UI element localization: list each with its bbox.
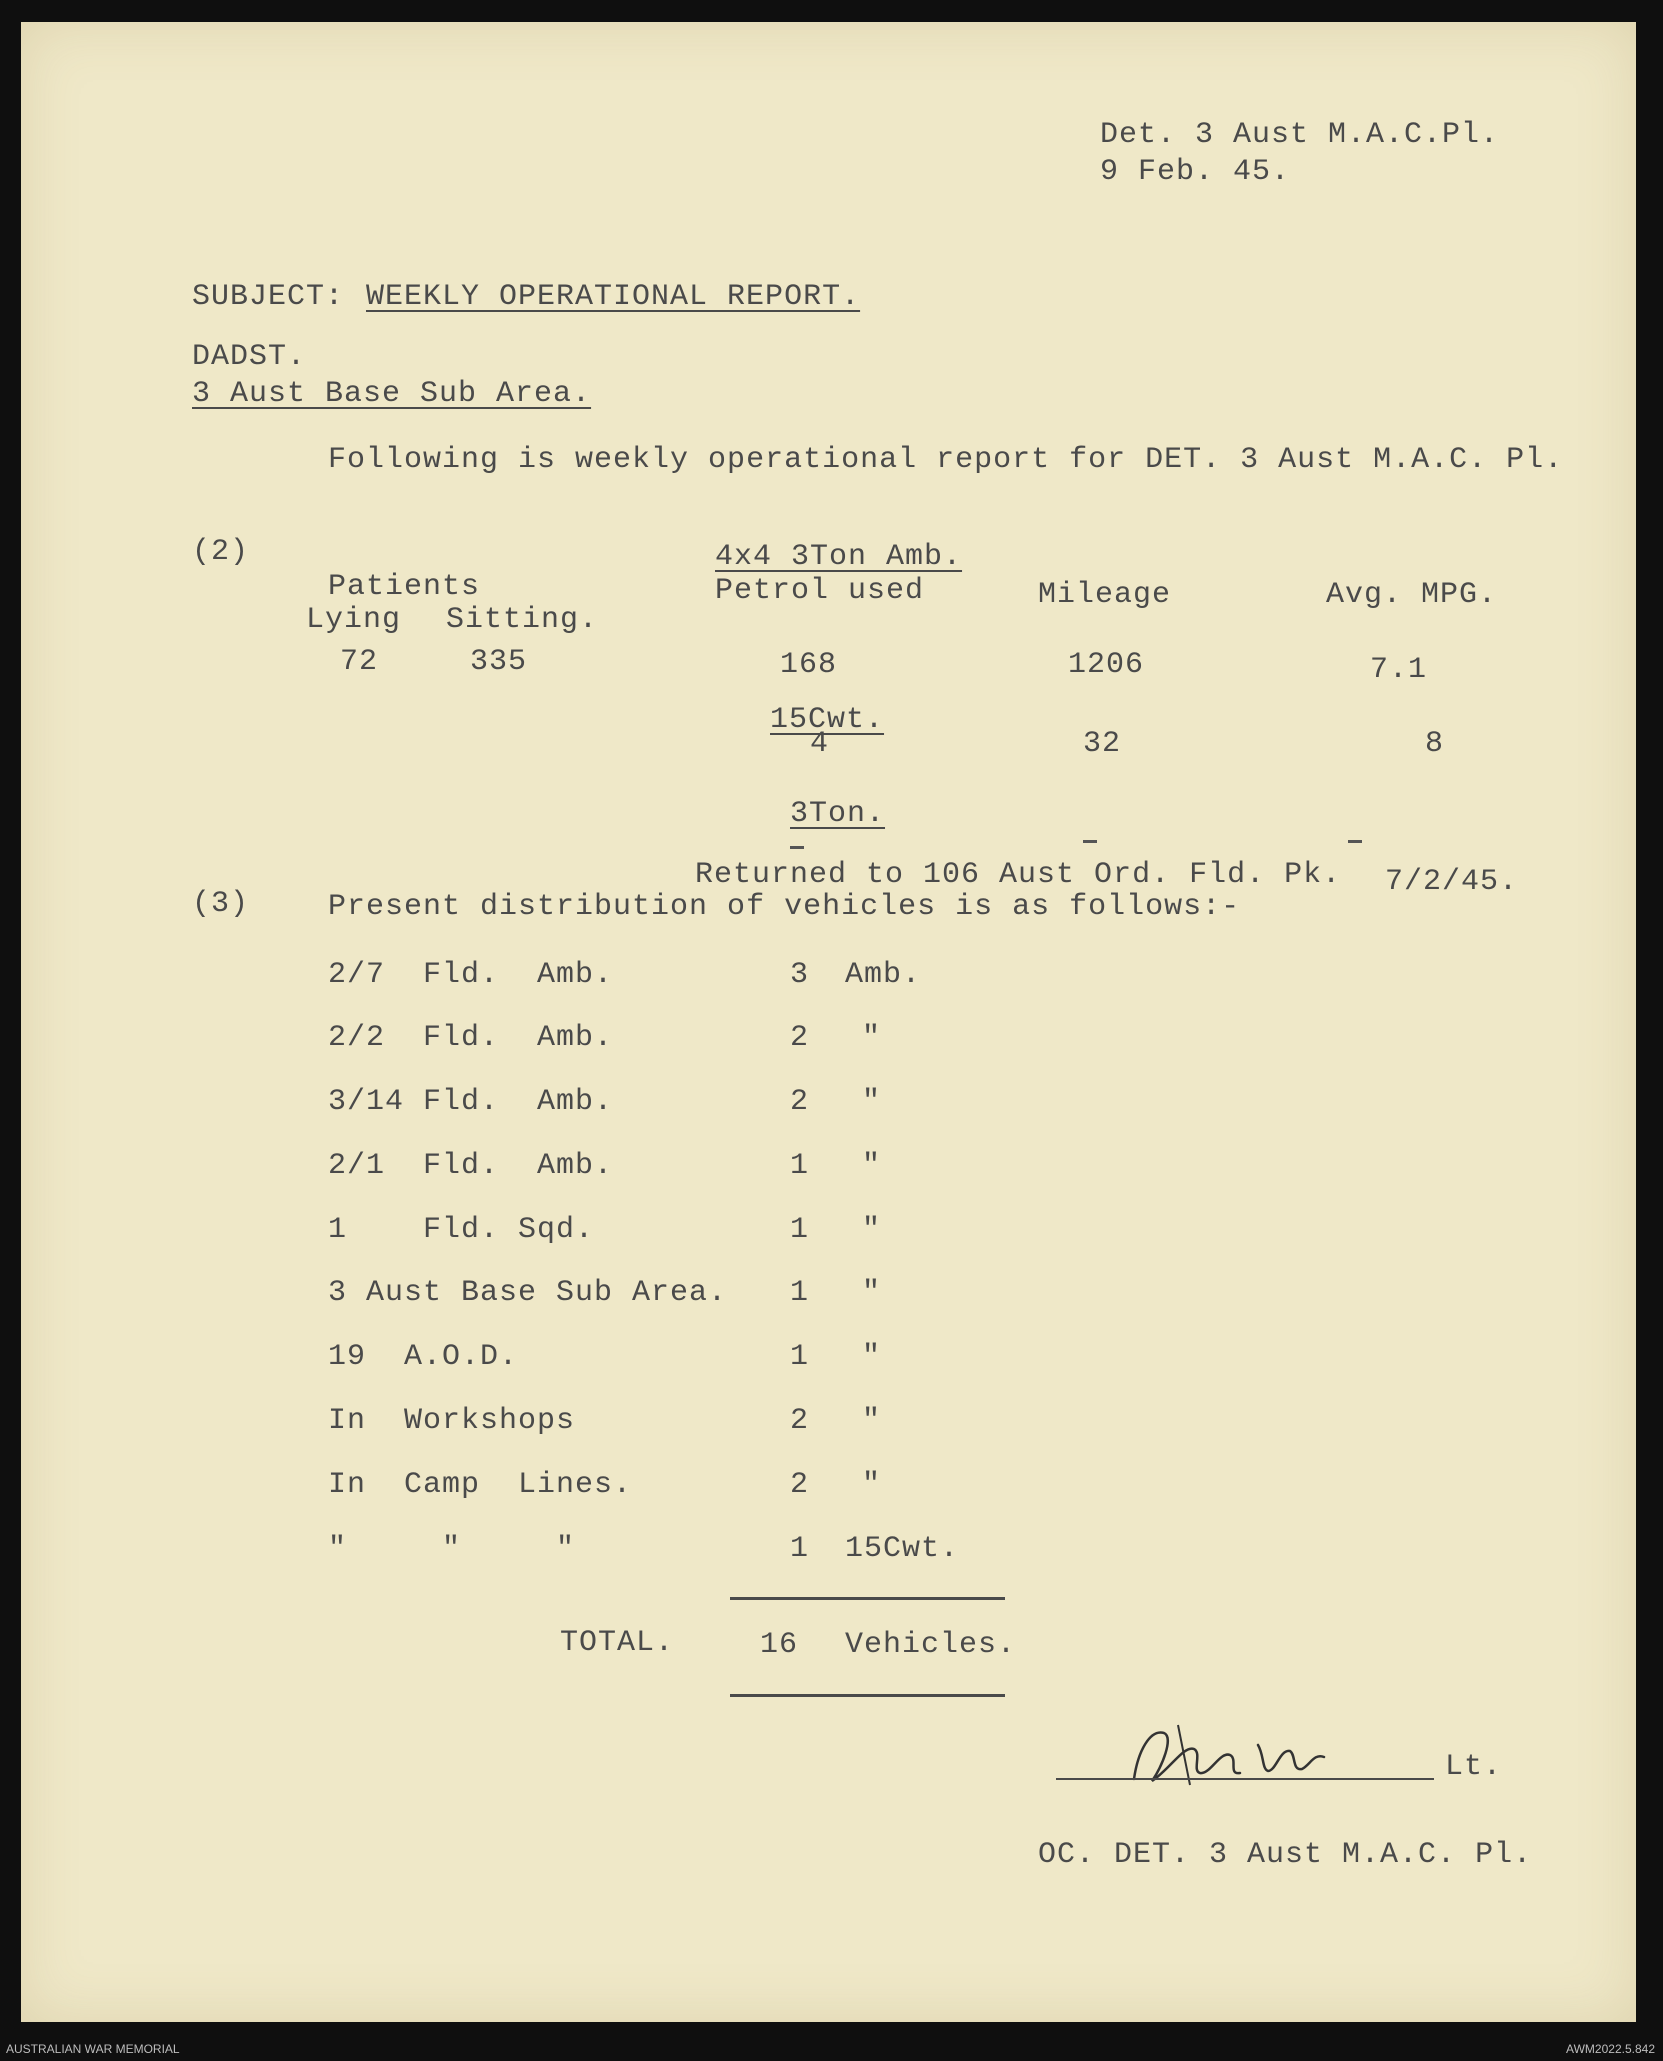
vehicle-type: " <box>862 1213 882 1247</box>
mileage-value: 1206 <box>1068 648 1145 682</box>
vehicle-count: 1 <box>790 1532 810 1566</box>
mpg-value: 7.1 <box>1370 653 1428 687</box>
unit-name: In Workshops <box>328 1404 576 1438</box>
returned-date: 7/2/45. <box>1385 865 1519 899</box>
section-3-intro: Present distribution of vehicles is as follows:- <box>328 890 1241 924</box>
vehicle-type: " <box>862 1276 882 1310</box>
total-label: TOTAL. <box>560 1626 675 1660</box>
total-rule-bottom <box>730 1694 1005 1697</box>
vehicle-type: " <box>862 1468 882 1502</box>
vehicle-type: " <box>862 1149 882 1183</box>
handwritten-signature <box>1118 1715 1358 1805</box>
addressee-line-1: DADST. <box>192 340 307 374</box>
mpg-header: Avg. MPG. <box>1326 578 1498 612</box>
nil-dash-mileage <box>1083 840 1097 843</box>
cwt-heading: 15Cwt. <box>770 703 885 737</box>
section-2-number: (2) <box>192 535 250 569</box>
total-rule-top <box>730 1597 1005 1600</box>
cwt-mpg-value: 8 <box>1425 727 1445 761</box>
footer-credit: AUSTRALIAN WAR MEMORIAL <box>6 2042 180 2056</box>
vehicle-type: " <box>862 1404 882 1438</box>
unit-name: 3 Aust Base Sub Area. <box>328 1276 728 1310</box>
vehicle-type: 15Cwt. <box>845 1532 960 1566</box>
document-page <box>21 22 1636 2022</box>
total-count: 16 <box>760 1628 799 1662</box>
nil-dash-mpg <box>1348 840 1362 843</box>
cwt-petrol-value: 4 <box>810 727 830 761</box>
signature-line <box>1056 1778 1434 1780</box>
unit-name: 3/14 Fld. Amb. <box>328 1085 614 1119</box>
nil-dash-petrol <box>790 846 804 849</box>
sitting-value: 335 <box>470 645 528 679</box>
subject-label: SUBJECT: <box>192 280 345 314</box>
subject-title: WEEKLY OPERATIONAL REPORT. <box>366 280 861 314</box>
vehicle-type: " <box>862 1085 882 1119</box>
ton-heading: 3Ton. <box>790 797 886 831</box>
sitting-header: Sitting. <box>446 603 599 637</box>
vehicle-count: 1 <box>790 1276 810 1310</box>
signature-title: OC. DET. 3 Aust M.A.C. Pl. <box>1038 1838 1533 1872</box>
signature-rank: Lt. <box>1445 1750 1503 1784</box>
unit-name: 2/7 Fld. Amb. <box>328 958 614 992</box>
lying-value: 72 <box>340 645 379 679</box>
header-unit: Det. 3 Aust M.A.C.Pl. <box>1100 118 1500 152</box>
vehicle-count: 2 <box>790 1085 810 1119</box>
ambulance-heading: 4x4 3Ton Amb. <box>715 540 963 574</box>
unit-name: 19 A.O.D. <box>328 1340 519 1374</box>
returned-note: Returned to 106 Aust Ord. Fld. Pk. <box>695 858 1342 892</box>
vehicle-count: 1 <box>790 1149 810 1183</box>
cwt-mileage-value: 32 <box>1083 727 1122 761</box>
patients-header: Patients <box>328 570 481 604</box>
total-unit: Vehicles. <box>845 1628 1017 1662</box>
header-date: 9 Feb. 45. <box>1100 155 1291 189</box>
vehicle-count: 2 <box>790 1404 810 1438</box>
addressee-line-2: 3 Aust Base Sub Area. <box>192 377 592 411</box>
mileage-header: Mileage <box>1038 578 1172 612</box>
petrol-value: 168 <box>780 648 838 682</box>
vehicle-type: Amb. <box>845 958 922 992</box>
unit-name: 2/2 Fld. Amb. <box>328 1021 614 1055</box>
vehicle-count: 1 <box>790 1340 810 1374</box>
intro-paragraph: Following is weekly operational report for DET. 3 Aust M.A.C. Pl. <box>328 443 1564 477</box>
vehicle-type: " <box>862 1340 882 1374</box>
unit-name: " " " <box>328 1532 576 1566</box>
vehicle-count: 1 <box>790 1213 810 1247</box>
footer-reference: AWM2022.5.842 <box>1566 2042 1655 2056</box>
vehicle-count: 3 <box>790 958 810 992</box>
vehicle-count: 2 <box>790 1468 810 1502</box>
petrol-header: Petrol used <box>715 574 925 608</box>
lying-header: Lying <box>306 603 402 637</box>
vehicle-count: 2 <box>790 1021 810 1055</box>
unit-name: 2/1 Fld. Amb. <box>328 1149 614 1183</box>
unit-name: 1 Fld. Sqd. <box>328 1213 595 1247</box>
vehicle-type: " <box>862 1021 882 1055</box>
unit-name: In Camp Lines. <box>328 1468 633 1502</box>
section-3-number: (3) <box>192 887 250 921</box>
